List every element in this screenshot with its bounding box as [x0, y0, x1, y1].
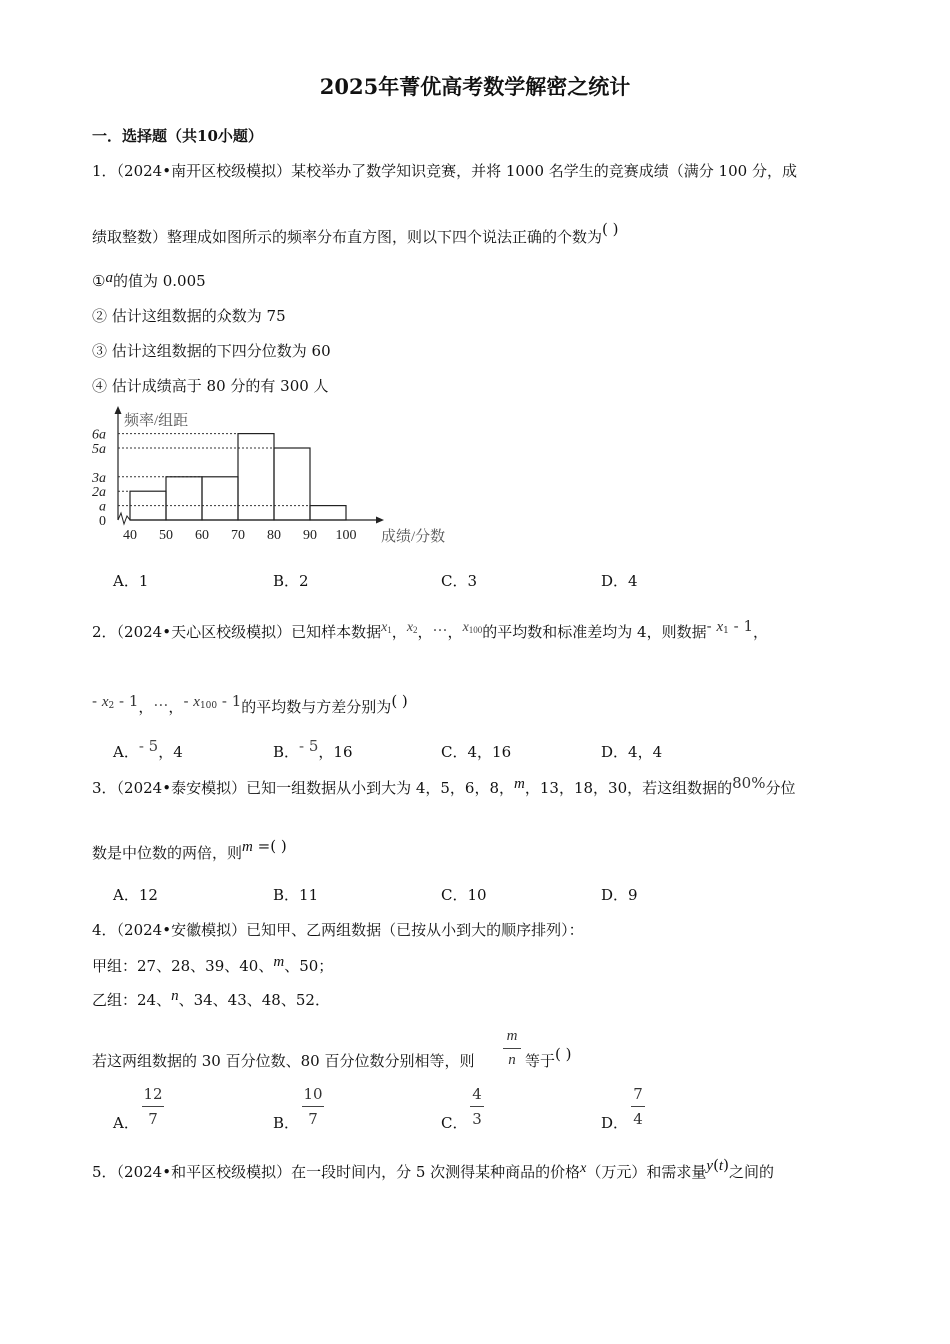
histogram-bar-70-80 [238, 434, 274, 520]
q2-comma-2: ， [417, 623, 433, 641]
q2-answer-paren: ( ) [391, 692, 408, 710]
q3-answer-paren: ( ) [270, 837, 287, 855]
y-tick-label: 6a [92, 427, 106, 443]
q1-statement-3: ③ 估计这组数据的下四分位数为 60 [92, 342, 331, 360]
q2-option-b [273, 737, 353, 761]
q1-option-c: C．3 [441, 572, 478, 590]
y-tick-label: a [99, 499, 106, 515]
q2-neg-2: - [92, 692, 102, 710]
q3-pct: 80% [732, 774, 766, 792]
q4-group-yi [92, 988, 330, 1009]
q4-line1: 4．（2024•安徽模拟）已知甲、乙两组数据（已按从小到大的顺序排列）： [92, 921, 584, 939]
q2-x1-var: x [381, 620, 388, 635]
q4-answer-paren: ( ) [555, 1045, 572, 1063]
q2-expr-2 [92, 692, 138, 710]
q3-line2 [92, 837, 287, 862]
q4-option-a-label: A． [113, 1114, 139, 1132]
q4-jia-a: 甲组：27、28、39、40、 [92, 957, 274, 975]
q2-option-c: C．4，16 [441, 743, 512, 761]
q2-option-d: D．4，4 [601, 743, 663, 761]
q2-option-a-tail: ，4 [158, 743, 183, 761]
q2-comma-1: ， [391, 623, 407, 641]
q2-neg-3: - [183, 692, 194, 710]
q4-option-b-bar [302, 1106, 324, 1107]
x-axis-label: 成绩/分数 [381, 529, 446, 545]
histogram-bar-50-60 [166, 477, 202, 520]
q1-s1-text: 的值为 0.005 [112, 272, 206, 290]
q2-intro: 2．（2024•天心区校级模拟）已知样本数据 [92, 623, 382, 641]
q4-option-a-den: 7 [148, 1110, 158, 1128]
frequency-histogram [86, 404, 486, 554]
q2-option-a-val: - 5 [138, 737, 159, 755]
q1-line2 [92, 220, 619, 246]
x-tick-label: 40 [123, 528, 137, 543]
q1-line2-text: 绩取整数）整理成如图所示的频率分布直方图，则以下四个说法正确的个数为 [92, 228, 603, 246]
q3-option-a: A．12 [113, 886, 158, 904]
q3-var-m: m [514, 776, 525, 792]
q2-comma-6: ， [168, 698, 184, 716]
q2-tail: 的平均数与方差分别为 [241, 698, 392, 716]
q1-statement-1 [92, 270, 206, 290]
q2-option-b-label: B． [273, 743, 300, 761]
q4-option-b-label: B． [273, 1114, 300, 1132]
q2-x2-sub: 2 [413, 625, 418, 635]
q4-deng-yu [525, 1045, 572, 1070]
q2-x100 [463, 620, 483, 635]
x-tick-label: 70 [231, 528, 245, 543]
q4-question-line: 若这两组数据的 30 百分位数、80 百分位数分别相等，则 [92, 1052, 475, 1070]
q1-option-d: D．4 [601, 572, 638, 590]
q2-e2-sub: 2 [108, 701, 115, 711]
q4-var-m: m [273, 954, 285, 970]
q2-x1-sub: 1 [387, 625, 392, 635]
q4-option-a-bar [142, 1106, 164, 1107]
y-tick-label: 2a [92, 485, 106, 501]
q2-line2 [92, 692, 408, 717]
q4-option-d-num: 7 [633, 1085, 643, 1103]
q1-line1: 1．（2024•南开区校级模拟）某校举办了数学知识竞赛，并将 1000 名学生的竞赛成绩（满分 100 分，成 [92, 162, 797, 180]
page-title: 2025年菁优高考数学解密之统计 [319, 74, 631, 99]
q4-var-n: n [171, 988, 179, 1004]
q5-line1 [92, 1156, 774, 1181]
q4-fraction-m-over-n [503, 1028, 521, 1069]
q5-y-of-t: y(t) [706, 1156, 729, 1174]
q1-option-a: A．1 [113, 572, 149, 590]
x-axis-arrow [376, 517, 384, 524]
x-tick-label: 50 [159, 528, 173, 543]
q1-option-b: B．2 [273, 572, 309, 590]
q3-eq-sign: = [252, 837, 271, 855]
q2-x2 [407, 620, 418, 635]
q4-frac-den: n [508, 1052, 516, 1068]
q3-option-b: B．11 [273, 886, 319, 904]
q2-ellipsis-2: … [153, 692, 169, 710]
q2-option-a-label: A． [113, 743, 139, 761]
q2-e100-sub: 100 [199, 701, 218, 711]
q3-equation [242, 837, 287, 855]
q2-x100-sub: 100 [468, 625, 483, 635]
x-tick-label: 60 [195, 528, 209, 543]
q1-statement-2: ② 估计这组数据的众数为 75 [92, 307, 286, 325]
q2-comma-5: ， [138, 698, 154, 716]
q5-line1-b: （万元）和需求量 [586, 1163, 707, 1181]
q3-eq-var-m: m [242, 839, 253, 855]
q3-line1-b: ，13，18，30，若这组数据的 [524, 779, 733, 797]
q2-comma-3: ， [447, 623, 463, 641]
q4-option-b-den: 7 [308, 1110, 318, 1128]
q4-group-jia [92, 954, 334, 975]
q2-line1 [92, 617, 769, 642]
q1-answer-paren: ( ) [602, 220, 619, 238]
q4-option-b-num: 10 [303, 1085, 323, 1103]
q4-option-d-bar [631, 1106, 645, 1107]
q1-s1-prefix: ① [92, 272, 106, 290]
q4-option-c-label: C． [441, 1114, 468, 1132]
q3-line1 [92, 774, 796, 797]
q2-e1-minus: - 1 [728, 617, 754, 635]
q4-option-a-fraction [142, 1085, 164, 1128]
q2-option-a [113, 737, 183, 761]
q4-jia-b: 、50； [284, 957, 334, 975]
q4-option-d-den: 4 [633, 1110, 643, 1128]
histogram-bar-90-100 [310, 506, 346, 520]
q1-statement-4: ④ 估计成绩高于 80 分的有 300 人 [92, 377, 329, 395]
q2-x2-var: x [406, 620, 414, 635]
y-tick-label: 0 [99, 514, 106, 529]
q2-e2-var: x [101, 694, 109, 710]
q2-neg-1: - [706, 617, 717, 635]
q2-e100-var: x [193, 694, 200, 710]
q2-expr-100 [183, 692, 241, 710]
q2-e1-sub: 1 [723, 626, 729, 636]
q4-yi-b: 、34、43、48、52． [178, 991, 330, 1009]
q2-mid: 的平均数和标准差均为 4，则数据 [482, 623, 707, 641]
q4-option-c-fraction [470, 1085, 484, 1128]
q4-option-d-label: D． [601, 1114, 629, 1132]
section-heading: 一．选择题（共10小题） [92, 127, 263, 145]
y-axis-label: 频率/组距 [124, 413, 189, 429]
q4-option-b-fraction [302, 1085, 324, 1128]
q5-var-y: y [706, 1158, 714, 1174]
axis-break-mark [118, 513, 130, 524]
q4-frac-num: m [506, 1028, 518, 1044]
q5-line1-c: 之间的 [728, 1163, 774, 1181]
q4-option-c-num: 4 [472, 1085, 482, 1103]
x-tick-label: 100 [335, 528, 357, 543]
x-tick-label: 80 [267, 528, 281, 543]
q5-var-x: x [580, 1161, 587, 1176]
q3-line2-text: 数是中位数的两倍，则 [92, 844, 243, 862]
q4-deng-text: 等于 [525, 1052, 556, 1070]
q4-option-d-fraction [631, 1085, 645, 1128]
q4-frac-bar [503, 1048, 521, 1049]
y-tick-label: 5a [92, 442, 106, 457]
q3-option-c: C．10 [441, 886, 487, 904]
histogram-bar-60-70 [202, 477, 238, 520]
q2-e1-var: x [716, 619, 724, 635]
x-tick-label: 90 [303, 528, 317, 543]
q2-e2-minus: - 1 [114, 692, 139, 710]
q5-var-t: t [718, 1158, 724, 1174]
q4-yi-a: 乙组：24、 [92, 991, 172, 1009]
q3-option-d: D．9 [601, 886, 638, 904]
q2-x100-var: x [462, 620, 469, 635]
y-tick-label: 3a [92, 470, 106, 486]
q2-ellipsis-1: … [432, 617, 448, 635]
q3-line1-a: 3．（2024•泰安模拟）已知一组数据从小到大为 4，5，6，8， [92, 779, 515, 797]
q3-line1-c: 分位 [765, 779, 796, 797]
q1-s1-var: a [105, 270, 113, 286]
histogram-bar-80-90 [274, 448, 310, 520]
q2-e100-minus: - 1 [217, 692, 242, 710]
q4-option-c-den: 3 [472, 1110, 482, 1128]
q4-option-c-bar [470, 1106, 484, 1107]
q5-line1-a: 5．（2024•和平区校级模拟）在一段时间内，分 5 次测得某种商品的价格 [92, 1163, 581, 1181]
q4-option-a-num: 12 [143, 1085, 163, 1103]
q2-expr-1 [707, 617, 753, 635]
q2-option-b-val: - 5 [299, 737, 319, 755]
q2-option-b-tail: ，16 [318, 743, 353, 761]
q2-comma-4: ， [753, 623, 769, 641]
q2-x1 [381, 620, 392, 635]
y-axis-arrow [115, 406, 122, 414]
